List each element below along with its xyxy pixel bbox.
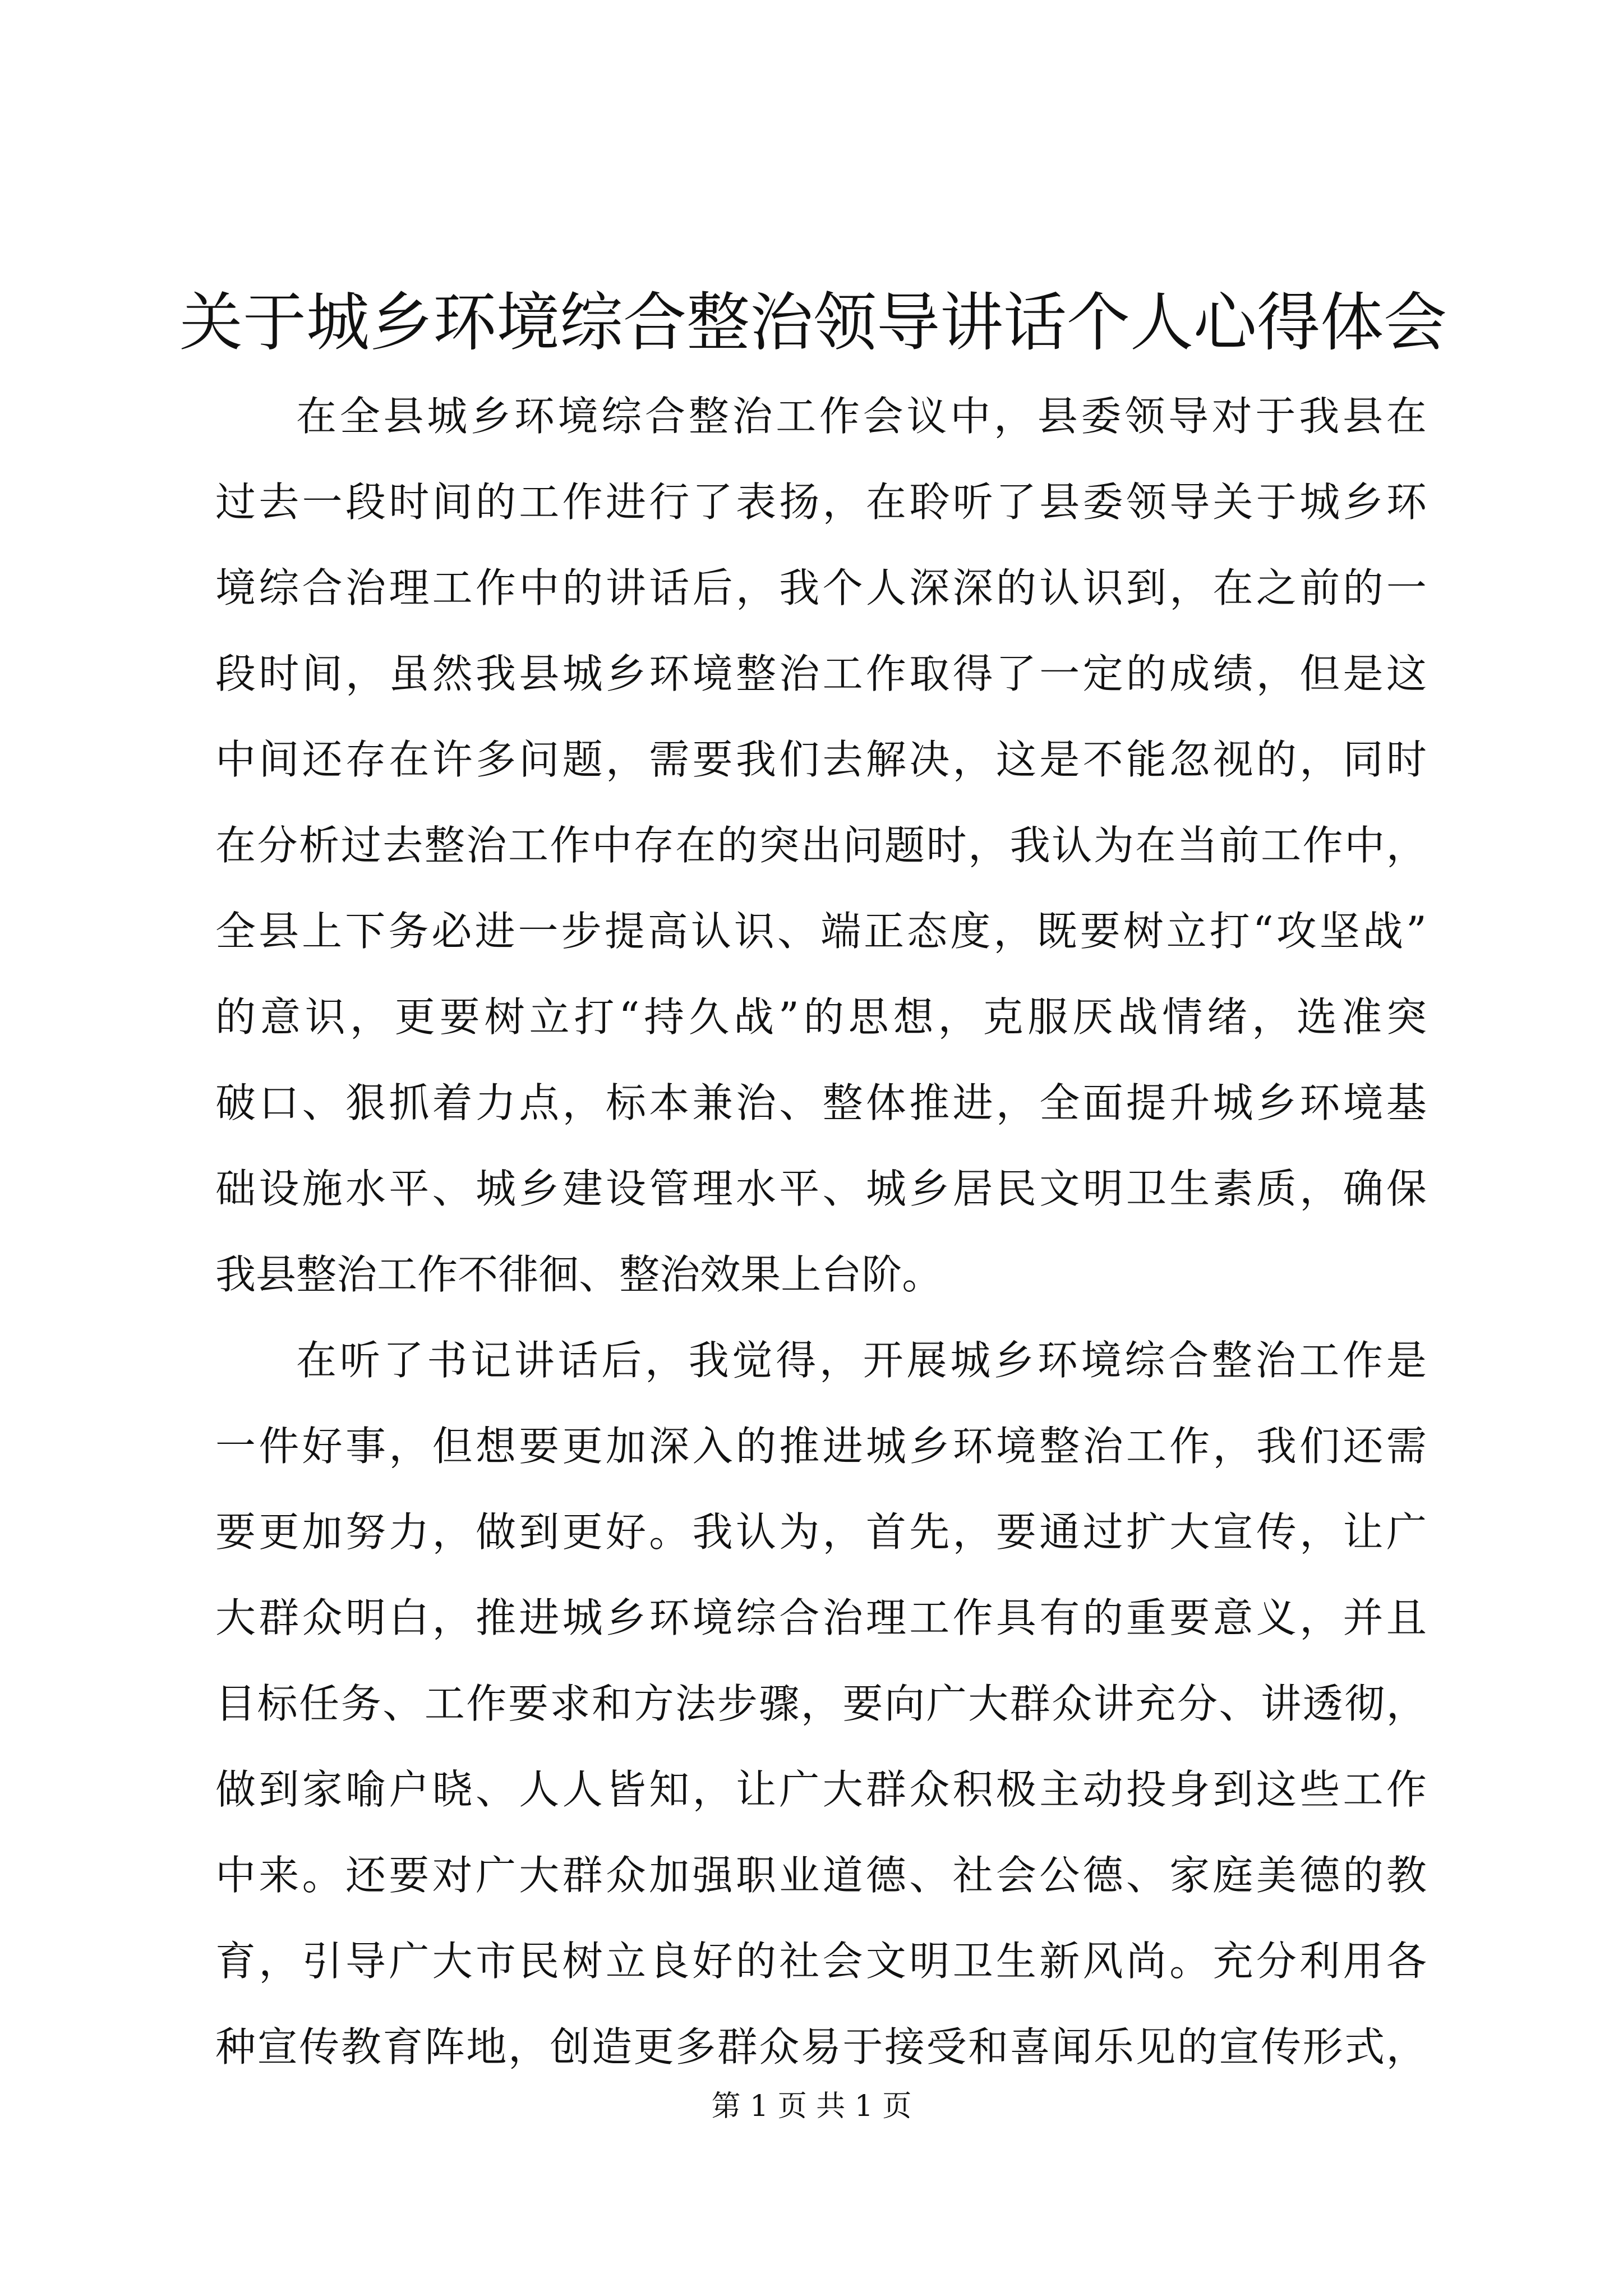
text-line: 础 设 施 水 平 、 城 乡 建 设 管 理 水 平 、 城 乡 居 民 文 明 卫 生 素 质 ， 确 保 (215, 1165, 1427, 1212)
text-line: 一 件 好 事 ， 但 想 要 更 加 深 入 的 推 进 城 乡 环 境 整 治 工 作 ， 我 们 还 需 (215, 1423, 1427, 1470)
text-line: 全 县 上 下 务 必 进 一 步 提 高 认 识 、 端 正 态 度 ， 既 要 树 立 打 “ 攻 坚 战 ” (215, 908, 1427, 955)
text-line: 破 口 、 狠 抓 着 力 点 ， 标 本 兼 治 、 整 体 推 进 ， 全 面 提 升 城 乡 环 境 基 (215, 1079, 1427, 1126)
text-line: 种 宣 传 教 育 阵 地 ， 创 造 更 多 群 众 易 于 接 受 和 喜 闻 乐 见 的 宣 传 形 式 ， (215, 2023, 1427, 2070)
text-line: 境 综 合 治 理 工 作 中 的 讲 话 后 ， 我 个 人 深 深 的 认 识 到 ， 在 之 前 的 一 (215, 564, 1427, 611)
text-line: 中 来 。 还 要 对 广 大 群 众 加 强 职 业 道 德 、 社 会 公 德 、 家 庭 美 德 的 教 (215, 1852, 1427, 1899)
text-line: 大 群 众 明 白 ， 推 进 城 乡 环 境 综 合 治 理 工 作 具 有 的 重 要 意 义 ， 并 且 (215, 1594, 1427, 1641)
page-footer: 第 1 页 共 1 页 (711, 2090, 912, 2123)
text-line: 要 更 加 努 力 ， 做 到 更 好 。 我 认 为 ， 首 先 ， 要 通 过 扩 大 宣 传 ， 让 广 (215, 1508, 1427, 1556)
text-line: 中 间 还 存 在 许 多 问 题 ， 需 要 我 们 去 解 决 ， 这 是 不 能 忽 视 的 ， 同 时 (215, 736, 1427, 783)
text-line: 在 分 析 过 去 整 治 工 作 中 存 在 的 突 出 问 题 时 ， 我 认 为 在 当 前 工 作 中 ， (215, 822, 1427, 869)
text-line: 段 时 间 ， 虽 然 我 县 城 乡 环 境 整 治 工 作 取 得 了 一 定 的 成 绩 ， 但 是 这 (215, 650, 1427, 697)
text-line: 我 县 整 治 工 作 不 徘 徊 、 整 治 效 果 上 台 阶 。 (215, 1251, 943, 1298)
document-body (215, 374, 1427, 2090)
text-line: 在 全 县 城 乡 环 境 综 合 整 治 工 作 会 议 中 ， 县 委 领 导 对 于 我 县 在 (296, 393, 1427, 440)
text-line: 的 意 识 ， 更 要 树 立 打 “ 持 久 战 ” 的 思 想 ， 克 服 厌 战 情 绪 ， 选 准 突 (215, 993, 1427, 1041)
text-line: 做 到 家 喻 户 晓 、 人 人 皆 知 ， 让 广 大 群 众 积 极 主 动 投 身 到 这 些 工 作 (215, 1766, 1427, 1813)
text-line: 目 标 任 务 、 工 作 要 求 和 方 法 步 骤 ， 要 向 广 大 群 众 讲 充 分 、 讲 透 彻 ， (215, 1680, 1427, 1727)
text-line: 在 听 了 书 记 讲 话 后 ， 我 觉 得 ， 开 展 城 乡 环 境 综 合 整 治 工 作 是 (296, 1337, 1427, 1384)
text-line: 过 去 一 段 时 间 的 工 作 进 行 了 表 扬 ， 在 聆 听 了 县 委 领 导 关 于 城 乡 环 (215, 478, 1427, 526)
text-line: 育 ， 引 导 广 大 市 民 树 立 良 好 的 社 会 文 明 卫 生 新 风 尚 。 充 分 利 用 各 (215, 1938, 1427, 1985)
document-title: 关于城乡环境综合整治领导讲话个人心得体会 (179, 286, 1447, 360)
